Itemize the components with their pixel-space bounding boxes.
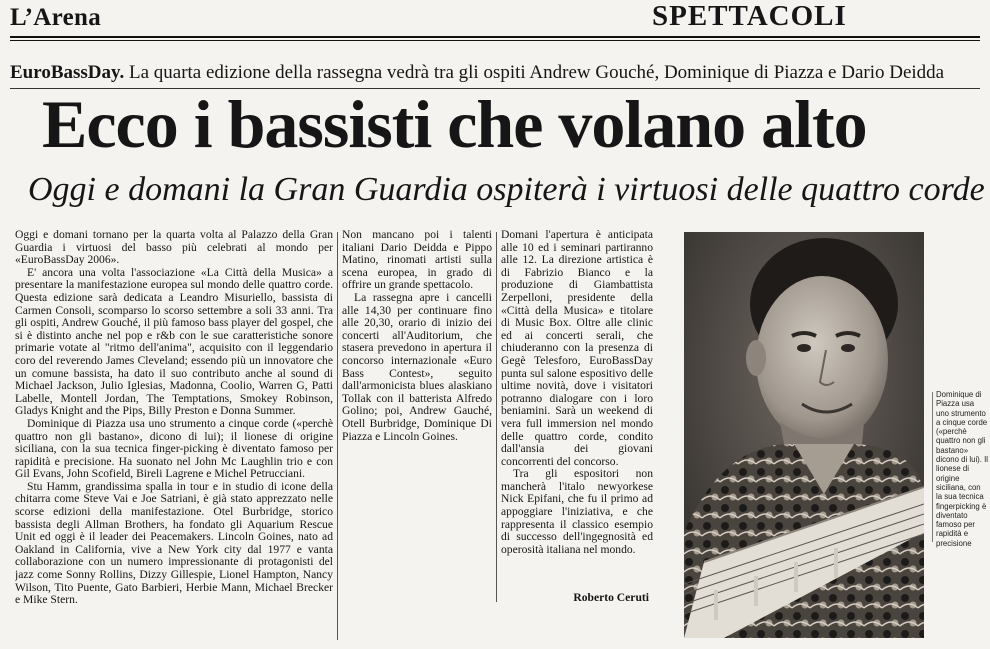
article-column-2 bbox=[342, 229, 492, 459]
kicker-text: La quarta edizione della rassegna vedrà tra gli ospiti Andrew Gouché, Dominique di Piazza e Dario Deidda bbox=[128, 62, 945, 83]
photo-illustration bbox=[684, 232, 924, 638]
paragraph: Stu Hamm, grandissima spalla in tour e in studio di icone della chitarra come Steve Vai e Joe Satriani, è già stato apprezzato nelle scorse edizioni della manifestazione. Otel Burbridge, storico bassista degli Allman Brothers, ha fondato gli Aquarium Rescue Unit ed oggi è il leader dei Peacemakers. Lincoln Goines, nato ad Oakland in California, vive a New York city dal 1977 e vanta collaborazione con un numero impressionante di protagonisti del jazz come Sonny Rollins, Dizzy Gillespie, Lionel Hampton, Nancy Wilson, Tito Puente, Gato Barbieri, Herbie Mann, Michael Brecker e Mike Stern. bbox=[15, 479, 333, 607]
photo-bassist bbox=[684, 232, 924, 638]
paragraph: Dominique di Piazza usa uno strumento a cinque corde («perchè quattro non gli bastano», dicono di lui); il lionese di origine siciliana, con la sua tecnica finger-picking è diventato famoso per rapidità e precisione. Ha suonato nel John Mc Laughlin trio e con Gil Evans, John Scofield, Bireli Lagrene e Michel Petrucciani. bbox=[15, 416, 333, 481]
headline: Ecco i bassisti che volano alto bbox=[42, 86, 867, 162]
byline: Roberto Ceruti bbox=[573, 591, 649, 604]
paragraph: Non mancano poi i talenti italiani Dario Deidda e Pippo Matino, rinomati artisti sulla scena europea, in grado di offrire un grande spettacolo. bbox=[342, 229, 492, 292]
kicker-line bbox=[10, 62, 985, 84]
caption-rule bbox=[932, 392, 933, 542]
paragraph: La rassegna apre i cancelli alle 14,30 per continuare fino alle 20,30, orario di inizio dei concerti all'Auditorium, che stasera prevedono in apertura il concorso internazionale «Euro Bass Contest», seguito dall'armonicista blues alaskiano Tollak con il batterista Alfredo Golino; poi, Andrew Gauché, Otell Burbridge, Dominique Di Piazza e Lincoln Goines. bbox=[342, 290, 492, 443]
masthead-paper-name: L’Arena bbox=[10, 4, 102, 31]
paragraph: Oggi e domani tornano per la quarta volta al Palazzo della Gran Guardia i virtuosi del basso più celebrati al mondo per «EuroBassDay 2006». bbox=[15, 229, 333, 267]
paragraph: Domani l'apertura è anticipata alle 10 ed i seminari partiranno alle 12. La direzione artistica è di Fabrizio Bianco e la produzione di Giambattista Zerpelloni, presidente della «Città della Musica» e titolare di Music Box. Oltre alle clinic ed ai concerti serali, che chiuderanno con la presenza di Gegè Telesforo, EuroBassDay punta sul salone espositivo delle ultime novità, dove i visitatori potranno dialogare con i loro beniamini. Sarà un weekend di vera full immersion nel mondo delle quattro corde, condito dall'ansia dei giovani concorrenti del concorso. bbox=[501, 229, 653, 468]
kicker-label: EuroBassDay. bbox=[10, 62, 125, 83]
subhead: Oggi e domani la Gran Guardia ospiterà i virtuosi delle quattro corde bbox=[28, 171, 985, 208]
column-divider bbox=[496, 232, 497, 602]
paragraph: Tra gli espositori non mancherà l'italo newyorkese Nick Epifani, che fu il primo ad appoggiare l'iniziativa, e che rappresenta il classico esempio di successo dell'ingegnosità ed operosità italiana nel mondo. bbox=[501, 467, 653, 556]
column-divider bbox=[337, 232, 338, 640]
article-column-3 bbox=[501, 229, 653, 601]
masthead-section-name: SPETTACOLI bbox=[652, 0, 847, 32]
photo-caption: Dominique di Piazza usa uno strumento a cinque corde («perchè quattro non gli bastano» dicono di lui). Il lionese di origine siciliana, con la sua tecnica fingerpicking è diventato famoso per rapidità e precisione bbox=[936, 390, 989, 548]
masthead-rule-thin bbox=[10, 40, 980, 41]
article-column-1 bbox=[15, 229, 333, 644]
masthead-rule bbox=[10, 36, 980, 38]
paragraph: E' ancora una volta l'associazione «La Città della Musica» a presentare la manifestazione europea sul mondo delle quattro corde. Questa edizione sarà dedicata a Leandro Misuriello, bassista di Carmen Consoli, scomparso lo scorso settembre a soli 33 anni. Tra gli ospiti, Andrew Gouché, il più famoso bass player del gospel, che si è distinto anche nel pop e r&b con le sue caratteristiche sonore primarie votate al "ritmo dell'anima", acquisito con il leggendario coro del reverendo James Cleveland; essendo più un innovatore che un comune bassista, ha dato il suo contributo anche al sound di Michael Jackson, Julio Iglesias, Madonna, Coolio, Warren G, Patti Labelle, Montell Jordan, The Temptations, Smokey Robinson, Gladys Knight and the Pips, Billy Preston e Donna Summer. bbox=[15, 265, 333, 418]
